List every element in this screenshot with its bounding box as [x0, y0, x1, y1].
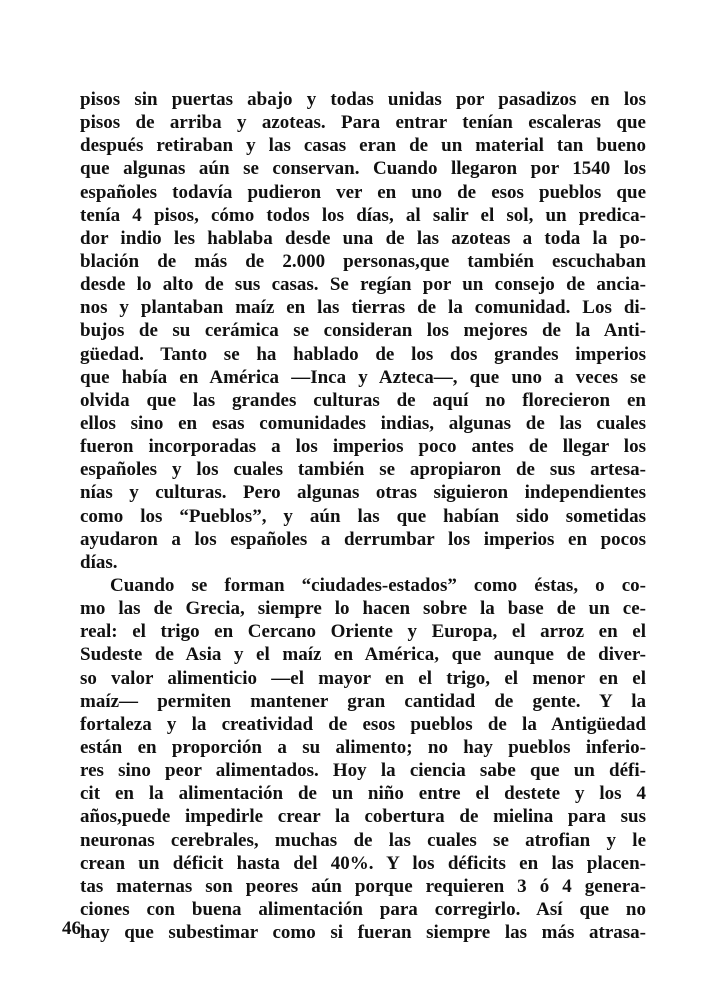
text-line: fortaleza y la creatividad de esos pueblos de la Antigüedad: [80, 713, 646, 735]
text-line: nos y plantaban maíz en las tierras de la comunidad. Los di-: [80, 297, 646, 319]
text-line: pisos de arriba y azoteas. Para entrar tenían escaleras que: [80, 112, 646, 134]
text-line: neuronas cerebrales, muchas de las cuales se atrofian y le: [80, 829, 646, 851]
text-line: Sudeste de Asia y el maíz en América, que aunque de diver-: [80, 644, 646, 666]
text-line: como los “Pueblos”, y aún las que habían sido sometidas: [80, 505, 646, 527]
paragraph-2: [80, 574, 646, 944]
text-line: después retiraban y las casas eran de un material tan bueno: [80, 135, 646, 157]
text-line: real: el trigo en Cercano Oriente y Europa, el arroz en el: [80, 621, 646, 643]
text-line: ayudaron a los españoles a derrumbar los imperios en pocos: [80, 528, 646, 550]
text-line: que había en América —Inca y Azteca—, que uno a veces se: [80, 366, 646, 388]
text-line: están en proporción a su alimento; no hay pueblos inferio-: [80, 736, 646, 758]
text-line: que algunas aún se conservan. Cuando llegaron por 1540 los: [80, 158, 646, 180]
page-number: 46: [62, 918, 81, 939]
text-line: güedad. Tanto se ha hablado de los dos grandes imperios: [80, 343, 646, 365]
text-line: hay que subestimar como si fueran siempre las más atrasa-: [80, 922, 646, 944]
text-line: so valor alimenticio —el mayor en el trigo, el menor en el: [80, 667, 646, 689]
body-text: [80, 88, 646, 944]
text-line: mo las de Grecia, siempre lo hacen sobre la base de un ce-: [80, 598, 646, 620]
text-line: días.: [80, 551, 118, 573]
text-line: olvida que las grandes culturas de aquí no florecieron en: [80, 389, 646, 411]
text-line: desde lo alto de sus casas. Se regían por un consejo de ancia-: [80, 274, 646, 296]
text-line: dor indio les hablaba desde una de las azoteas a toda la po-: [80, 227, 646, 249]
text-line: cit en la alimentación de un niño entre el destete y los 4: [80, 783, 646, 805]
text-line: españoles y los cuales también se apropiaron de sus artesa-: [80, 459, 646, 481]
text-line: pisos sin puertas abajo y todas unidas por pasadizos en los: [80, 89, 646, 110]
text-line: ciones con buena alimentación para corregirlo. Así que no: [80, 898, 646, 920]
text-line: años,puede impedirle crear la cobertura de mielina para sus: [80, 806, 646, 828]
text-line: maíz— permiten mantener gran cantidad de gente. Y la: [80, 690, 646, 712]
text-line: blación de más de 2.000 personas,que también escuchaban: [80, 250, 646, 272]
text-line: españoles todavía pudieron ver en uno de esos pueblos que: [80, 181, 646, 203]
text-line: Cuando se forman “ciudades-estados” como éstas, o co-: [110, 574, 646, 596]
text-line: fueron incorporadas a los imperios poco antes de llegar los: [80, 436, 646, 458]
text-line: res sino peor alimentados. Hoy la ciencia sabe que un défi-: [80, 760, 646, 782]
text-line: tas maternas son peores aún porque requieren 3 ó 4 genera-: [80, 875, 646, 897]
text-line: ellos sino en esas comunidades indias, algunas de las cuales: [80, 412, 646, 434]
text-line: crean un déficit hasta del 40%. Y los déficits en las placen-: [80, 852, 646, 874]
text-line: nías y culturas. Pero algunas otras siguieron independientes: [80, 482, 646, 504]
text-line: tenía 4 pisos, cómo todos los días, al salir el sol, un predica-: [80, 204, 646, 226]
text-line: bujos de su cerámica se consideran los mejores de la Anti-: [80, 320, 646, 342]
paragraph-1: [80, 88, 646, 574]
